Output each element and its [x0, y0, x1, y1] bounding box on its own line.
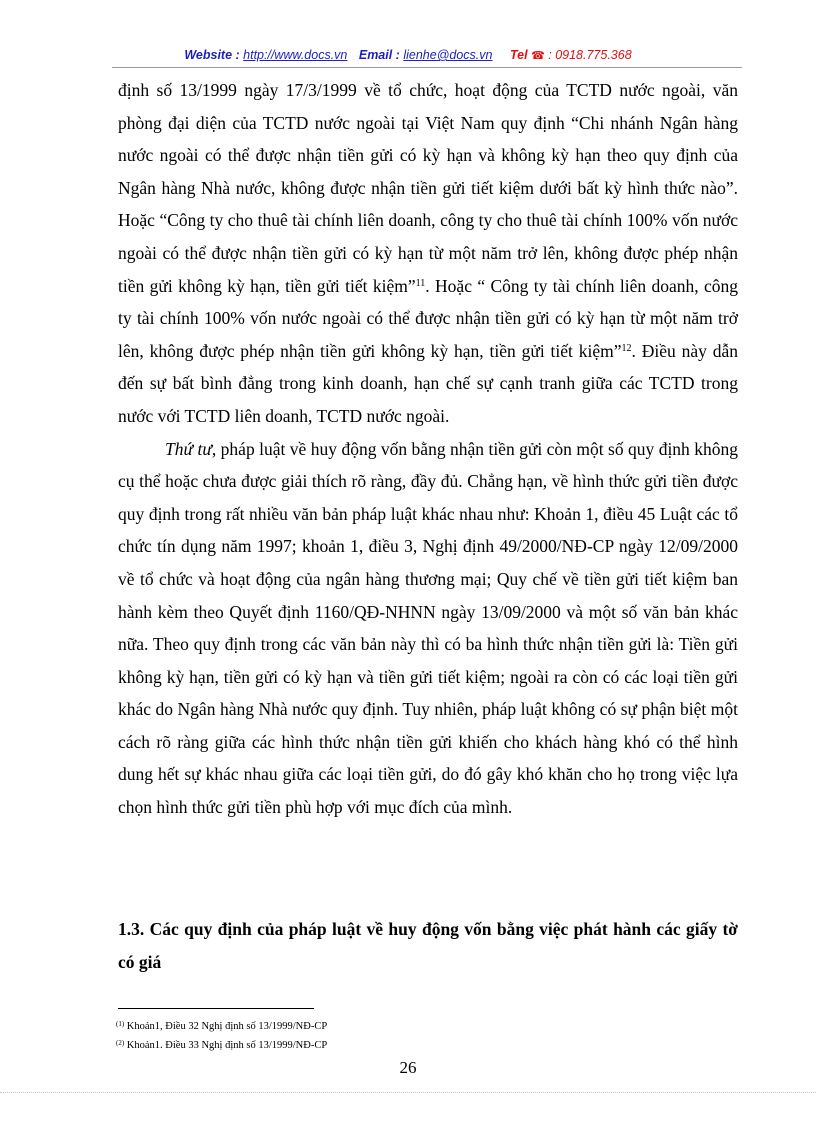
paragraph-1-part-c: . Điều này dẫn đến sự bất bình đẳng trong kinh doanh, hạn chế sự cạnh tranh giữa các TCTD trong nước với TCTD liên doanh, TCTD nước ngoài. [118, 340, 738, 426]
website-label: Website : [184, 48, 240, 62]
footnote-text: Khoản1, Điều 32 Nghị định số 13/1999/NĐ-CP [126, 1021, 328, 1032]
paragraph-1-part-a: định số 13/1999 ngày 17/3/1999 về tổ chức, hoạt động của TCTD nước ngoài, văn phòng đại diện của TCTD nước ngoài tại Việt Nam quy định “Chi nhánh Ngân hàng nước ngoài có thể được nhận tiền gửi có kỳ hạn và không kỳ hạn theo quy định của Ngân hàng Nhà nước, không được nhận tiền gửi tiết kiệm dưới bất kỳ hình thức nào”. Hoặc “Công ty cho thuê tài chính liên doanh, công ty cho thuê tài chính 100% vốn nước ngoài có thể được nhận tiền gửi có kỳ hạn từ một năm trở lên, không được phép nhận tiền gửi không kỳ hạn, tiền gửi tiết kiệm” [118, 80, 738, 296]
page-bottom-divider [0, 1092, 816, 1093]
paragraph-1-part-b: . Hoặc “ Công ty tài chính liên doanh, công ty tài chính 100% vốn nước ngoài có thể được nhận tiền gửi có kỳ hạn từ một năm trở lên, không được phép nhận tiền gửi không kỳ hạn, tiền gửi tiết kiệm” [118, 275, 739, 361]
document-body [118, 74, 738, 824]
phone-number: : 0918.775.368 [548, 48, 632, 62]
paragraph-2-text: , pháp luật về huy động vốn bằng nhận tiền gửi còn một số quy định không cụ thể hoặc chưa được giải thích rõ ràng, đầy đủ. Chẳng hạn, về hình thức gửi tiền được quy định trong rất nhiều văn bản pháp luật khác nhau như: Khoản 1, điều 45 Luật các tổ chức tín dụng năm 1997; khoản 1, điều 3, Nghị định 49/2000/NĐ-CP ngày 12/09/2000 về tổ chức và hoạt động của ngân hàng thương mại; Quy chế về tiền gửi tiết kiệm ban hành kèm theo Quyết định 1160/QĐ-NHNN ngày 13/09/2000 và một số văn bản khác nữa. Theo quy định trong các văn bản này thì có ba hình thức nhận tiền gửi là: Tiền gửi không kỳ hạn, tiền gửi có kỳ hạn và tiền gửi tiết kiệm; ngoài ra còn có các loại tiền gửi khác do Ngân hàng Nhà nước quy định. Tuy nhiên, pháp luật không có sự phận biệt một cách rõ ràng giữa các hình thức nhận tiền gửi khiến cho khách hàng khó có thể hình dung hết sự khác nhau giữa các loại tiền gửi, do đó gây khó khăn cho họ trong việc lựa chọn hình thức gửi tiền phù hợp với mục đích của mình. [118, 438, 738, 818]
email-label: Email : [358, 48, 400, 62]
paragraph-2 [118, 433, 738, 824]
footnote-text: Khoản1. Điều 33 Nghị định số 13/1999/NĐ-CP [126, 1040, 328, 1051]
tel-label: Tel [509, 48, 528, 62]
page-header [0, 48, 816, 62]
header-divider [112, 67, 742, 68]
section-heading: 1.3. Các quy định của pháp luật về huy động vốn bằng việc phát hành các giấy tờ có giá [118, 919, 738, 972]
footnotes [116, 1016, 327, 1054]
footnote-ref-12[interactable]: 12 [621, 342, 632, 354]
footnote-item [116, 1016, 327, 1035]
email-link[interactable]: lienhe@docs.vn [403, 48, 493, 62]
paragraph-1 [118, 74, 738, 433]
footnote-ref-11[interactable]: 11 [415, 277, 426, 289]
page-number: 26 [399, 1058, 417, 1077]
footnote-marker: (2) [116, 1039, 125, 1047]
footnote-divider [118, 1008, 314, 1009]
website-link[interactable]: http://www.docs.vn [243, 48, 348, 62]
phone-icon: ☎ [531, 50, 545, 62]
footnote-marker: (1) [116, 1020, 125, 1028]
footnote-item [116, 1035, 327, 1054]
paragraph-2-lead: Thứ tư [165, 438, 212, 459]
